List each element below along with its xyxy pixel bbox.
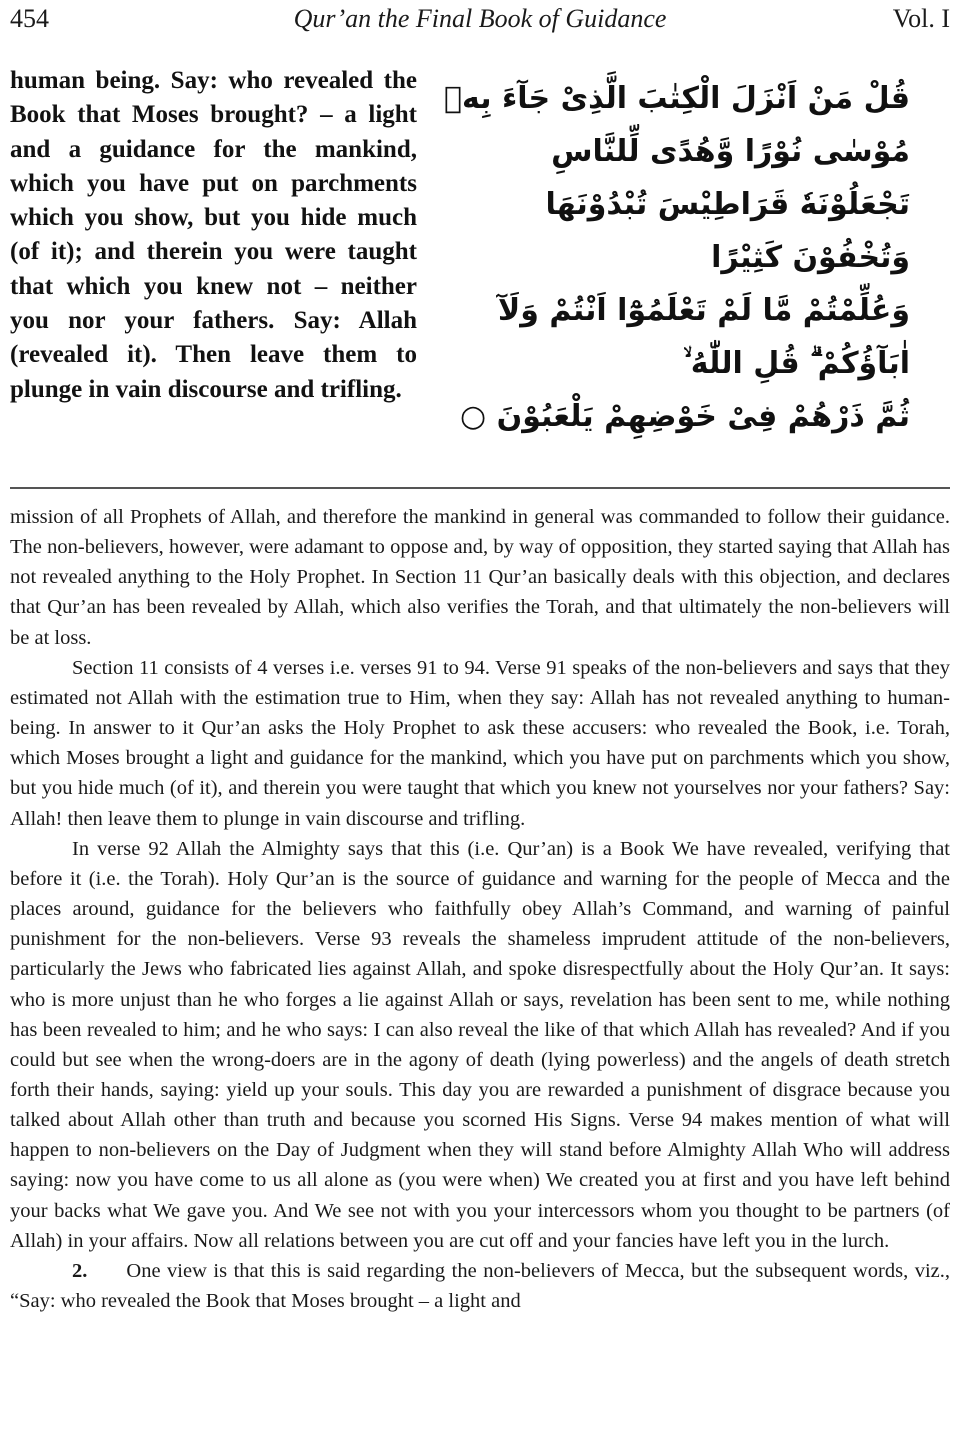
page-number: 454 [10,4,49,33]
running-title: Qur’an the Final Book of Guidance [293,4,667,33]
page-header [10,2,950,36]
arabic-line: اٰبَآؤُكُمْ ۗ قُلِ اللّٰهُ ۙ [683,346,910,381]
commentary-paragraph: Section 11 consists of 4 verses i.e. verses 91 to 94. Verse 91 speaks of the non-believers and says that they estimated not Allah with the estimation true to Him, when they say: Allah has not revealed anything to human-being. In answer to it Qur’an asks the Holy Prophet to ask these accusers: who revealed the Book, i.e. Torah, which Moses brought a light and guidance for the mankind, which you have put on parchments which you show, but you hide much (of it), and therein you were taught that which you knew not yourselves nor your fathers? Say: Allah! then leave them to plunge in vain discourse and trifling. [10,656,950,830]
arabic-line: مُوْسٰى نُوْرًا وَّهُدًى لِّلنَّاسِ [551,134,910,169]
note-text: One view is that this is said regarding the non-believers of Mecca, but the subsequent words, viz., “Say: who revealed the Book that Moses brought – a light and [10,1259,950,1313]
arabic-line: ثُمَّ ذَرْهُمْ فِىْ خَوْضِهِمْ يَلْعَبُوْنَ ○ [459,399,910,434]
footnote-paragraph [10,1256,950,1316]
arabic-line: قُلْ مَنْ اَنْزَلَ الْكِتٰبَ الَّذِىْ جَآءَ بِهٖ [444,81,910,116]
arabic-line: وَعُلِّمْتُمْ مَّا لَمْ تَعْلَمُوْٓا اَنْتُمْ وَلَآ [497,293,910,328]
arabic-line: تَجْعَلُوْنَهٗ قَرَاطِيْسَ تُبْدُوْنَهَا [545,187,910,222]
verse-translation: human being. Say: who revealed the Book that Moses brought? – a light and a guidance for the mankind, which you have put on parchments which you show, but you hide much (of it); and therein you were taught that which you knew not – neither you nor your fathers. Say: Allah (revealed it). Then leave them to plunge in vain discourse and trifling. [10,67,417,403]
arabic-line: وَتُخْفُوْنَ كَثِيْرًا [711,240,910,275]
commentary-paragraph: mission of all Prophets of Allah, and therefore the mankind in general was commanded to follow their guidance. The non-believers, however, were adamant to oppose and, by way of opposition, they started saying that Allah has not revealed anything to the Holy Prophet. In Section 11 Qur’an basically deals with this objection, and declares that Qur’an has been revealed by Allah, which also verifies the Torah, and that ultimately the non-believers will be at loss. [10,506,950,649]
commentary-paragraph: In verse 92 Allah the Almighty says that this (i.e. Qur’an) is a Book We have revealed, verifying that before it (i.e. the Torah). Holy Qur’an is the source of guidance and warning for the people of Mecca and the places around, guidance for the believers who faithfully obey Allah’s Command, and warning of painful punishment for the non-believers. Verse 93 reveals the shameless imprudent attitude of the non-believers, particularly the Jews who fabricated lies against Allah, and spoke disrespectfully about the Holy Qur’an. It says: who is more unjust than he who forges a lie against Allah or says, revelation has been sent to me, while nothing has been revealed to him; and he who says: I can also reveal the like of that which Allah has revealed? And if you could but see when the wrong-doers are in the agony of death (lying powerless) and the angels of death stretch forth their hands, saying: yield up your souls. This day you are rewarded a punishment of disgrace because you talked about Allah other than truth and because you scorned His Signs. Verse 94 makes mention of what will happen to non-believers on the Day of Judgment when they will stand before Almighty Allah Who will address saying: now you have come to us all alone as (you were when) We created you at first and you have left behind your backs what We gave you. And We see not with you your intercessors whom you thought to be partners (of Allah) in your affairs. Now all relations between you are cut off and your fancies have left you in the lurch. [10,837,950,1252]
note-number: 2. [72,1259,88,1282]
volume-label: Vol. I [892,4,950,33]
commentary-body [10,502,950,1316]
section-divider [10,487,950,489]
arabic-verse-block [444,72,910,443]
